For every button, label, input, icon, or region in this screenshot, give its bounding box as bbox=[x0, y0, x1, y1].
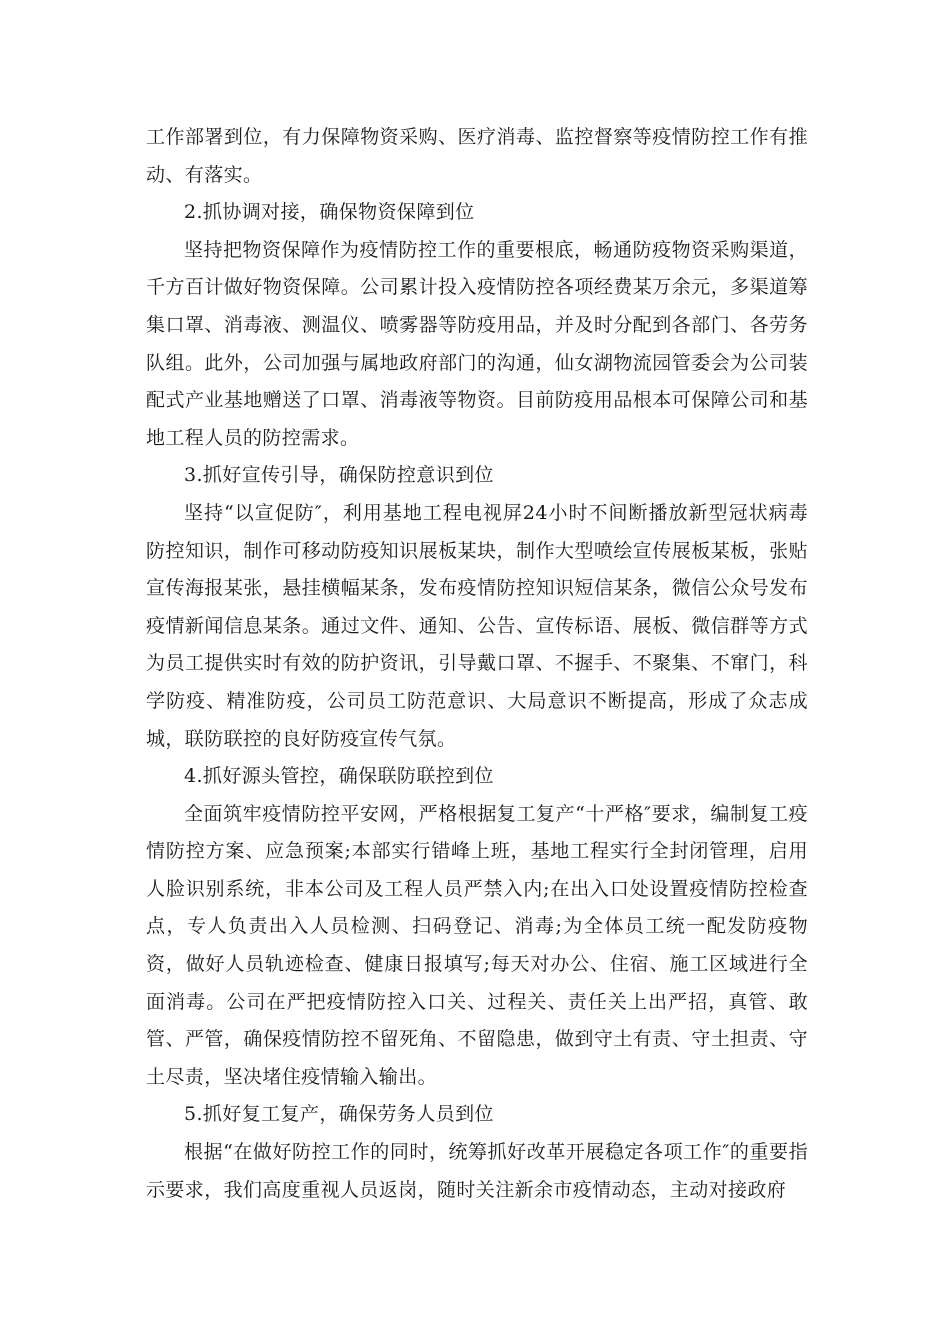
document-body bbox=[146, 119, 808, 1209]
section-heading-3: 3.抓好宣传引导，确保防控意识到位 bbox=[184, 464, 494, 487]
section-heading-5: 5.抓好复工复产，确保劳务人员到位 bbox=[184, 1103, 494, 1126]
paragraph-continuation: 工作部署到位，有力保障物资采购、医疗消毒、监控督察等疫情防控工作有推动、有落实。 bbox=[146, 126, 808, 186]
section-heading-4: 4.抓好源头管控，确保联防联控到位 bbox=[184, 765, 494, 788]
section-heading-2: 2.抓协调对接，确保物资保障到位 bbox=[184, 201, 475, 224]
paragraph-work-resumption: 根据“在做好防控工作的同时，统筹抓好改革开展稳定各项工作″的重要指示要求，我们高度重视人员返岗，随时关注新余市疫情动态，主动对接政府 bbox=[146, 1141, 808, 1201]
paragraph-material-supply: 坚持把物资保障作为疫情防控工作的重要根底，畅通防疫物资采购渠道，千方百计做好物资保障。公司累计投入疫情防控各项经费某万余元，多渠道筹集口罩、消毒液、测温仪、喷雾器等防疫用品，并及时分配到各部门、各劳务队组。此外，公司加强与属地政府部门的沟通，仙女湖物流园管委会为公司装配式产业基地赠送了口罩、消毒液等物资。目前防疫用品根本可保障公司和基地工程人员的防控需求。 bbox=[146, 238, 808, 449]
paragraph-publicity: 坚持“以宣促防″，利用基地工程电视屏24小时不间断播放新型冠状病毒防控知识，制作可移动防疫知识展板某块，制作大型喷绘宣传展板某板，张贴宣传海报某张，悬挂横幅某条，发布疫情防控知识短信某条，微信公众号发布疫情新闻信息某条。通过文件、通知、公告、宣传标语、展板、微信群等方式为员工提供实时有效的防护资讯，引导戴口罩、不握手、不聚集、不窜门，科学防疫、精准防疫，公司员工防范意识、大局意识不断提高，形成了众志成城，联防联控的良好防疫宣传气氛。 bbox=[146, 501, 808, 750]
paragraph-source-control: 全面筑牢疫情防控平安网，严格根据复工复产“十严格″要求，编制复工疫情防控方案、应急预案;本部实行错峰上班，基地工程实行全封闭管理，启用人脸识别系统，非本公司及工程人员严禁入内;在出入口处设置疫情防控检查点，专人负责出入人员检测、扫码登记、消毒;为全体员工统一配发防疫物资，做好人员轨迹检查、健康日报填写;每天对办公、住宿、施工区域进行全面消毒。公司在严把疫情防控入口关、过程关、责任关上出严招，真管、敢管、严管，确保疫情防控不留死角、不留隐患，做到守土有责、守土担责、守土尽责，坚决堵住疫情输入输出。 bbox=[146, 802, 808, 1088]
